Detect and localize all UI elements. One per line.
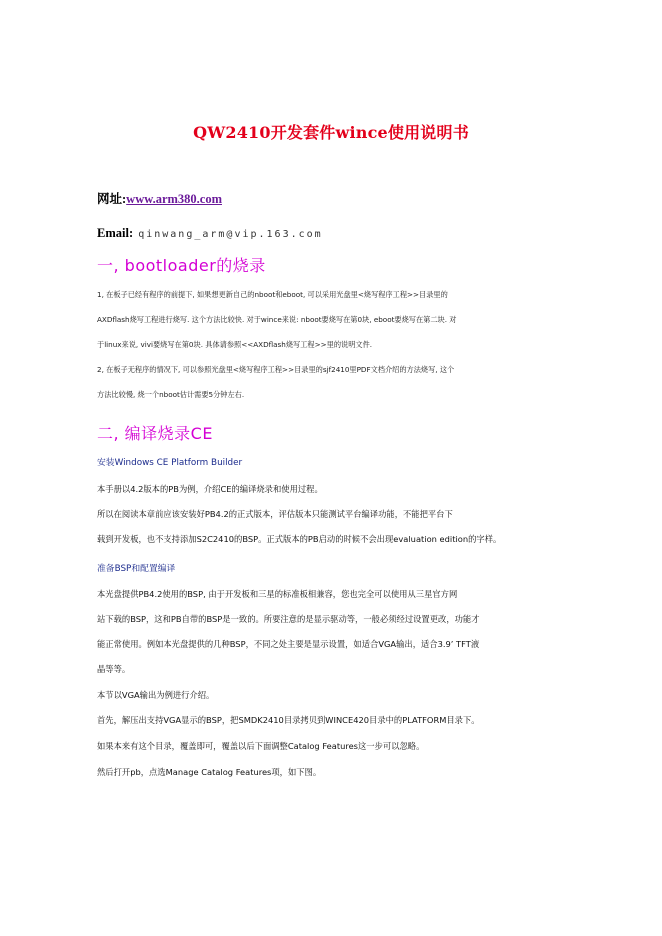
paragraph-line: 本手册以4.2版本的PB为例，介绍CE的编译烧录和使用过程。	[97, 484, 323, 494]
section1-line: AXDflash烧写工程进行烧写. 这个方法比较快. 对于wince来说: nboot要烧写在第0块, eboot要烧写在第二块. 对	[97, 315, 457, 324]
website-line	[97, 188, 222, 207]
email-label: Email:	[97, 226, 134, 240]
paragraph-line: 首先，解压出支持VGA显示的BSP，把SMDK2410目录拷贝到WINCE420目录中的PLATFORM目录下。	[97, 715, 480, 725]
paragraph-line: 能正常使用。例如本光盘提供的几种BSP，不同之处主要是显示设置，如适合VGA输出，适合3.9’ TFT液	[97, 639, 480, 649]
paragraph-line: 如果本来有这个目录，覆盖即可，覆盖以后下面调整Catalog Features这一步可以忽略。	[97, 741, 425, 751]
paragraph-line: 本节以VGA输出为例进行介绍。	[97, 690, 215, 700]
paragraph-line: 晶等等。	[97, 664, 131, 674]
section1-line: 于linux来说, vivi要烧写在第0块. 具体请参照<<AXDflash烧写工程>>里的说明文件.	[97, 340, 373, 349]
section1-line: 方法比较慢, 烧一个nboot估计需要5分钟左右.	[97, 390, 245, 399]
paragraph-line: 载到开发板，也不支持添加S2C2410的BSP。正式版本的PB启动的时候不会出现evaluation edition的字样。	[97, 534, 502, 544]
section1-line: 2, 在板子无程序的情况下, 可以参照光盘里<烧写程序工程>>目录里的sjf2410里PDF文档介绍的方法烧写, 这个	[97, 365, 455, 374]
section2-heading: 二, 编译烧录CE	[97, 424, 213, 443]
email-line	[97, 222, 323, 241]
website-link[interactable]: www.arm380.com	[126, 192, 222, 206]
paragraph-line: 然后打开pb，点选Manage Catalog Features项，如下图。	[97, 767, 322, 777]
website-label: 网址:	[97, 192, 127, 206]
paragraph-line: 本光盘提供PB4.2使用的BSP, 由于开发板和三星的标准板相兼容，您也完全可以使用从三星官方网	[97, 589, 458, 599]
section1-heading: 一, bootloader的烧录	[97, 256, 266, 275]
subheading-install-pb: 安装Windows CE Platform Builder	[97, 458, 243, 468]
email-value: qinwang_arm@vip.163.com	[138, 229, 323, 240]
section1-line: 1, 在板子已经有程序的前提下, 如果想更新自己的nboot和eboot, 可以采用光盘里<烧写程序工程>>目录里的	[97, 290, 448, 299]
paragraph-line: 站下载的BSP，这和PB自带的BSP是一致的。所要注意的是显示驱动等，一般必须经过设置更改，功能才	[97, 614, 480, 624]
document-title: QW2410开发套件wince使用说明书	[193, 123, 469, 142]
subheading-prepare-bsp: 准备BSP和配置编译	[97, 564, 176, 574]
paragraph-line: 所以在阅读本章前应该安装好PB4.2的正式版本，评估版本只能测试平台编译功能，不能把平台下	[97, 509, 453, 519]
